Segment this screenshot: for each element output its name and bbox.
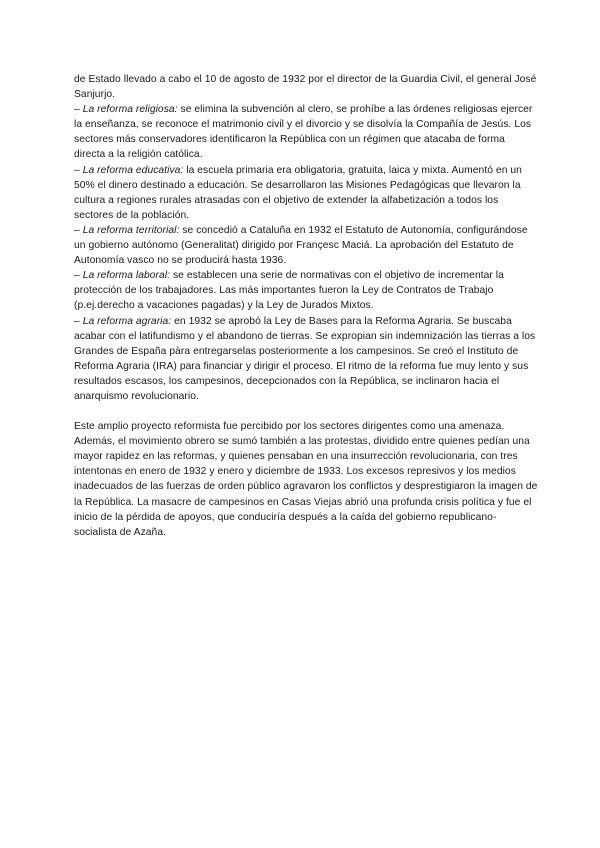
- list-dash: –: [74, 224, 83, 236]
- list-dash: –: [74, 315, 83, 327]
- list-dash: –: [74, 270, 83, 282]
- reform-text: la escuela primaria era obligatoria, gratuita, laica y mixta. Aumentó en un 50% el dinero destinado a educación. Se desarrollaron las Misiones Pedagógicas que llevaron la cultura a regiones rurales atrasadas con el objetivo de extender la alfabetización a todos los sectores de la población.: [74, 164, 522, 221]
- reform-label: La reforma territorial:: [82, 224, 180, 236]
- intro-paragraph: de Estado llevado a cabo el 10 de agosto de 1932 por el director de la Guardia Civil, el general José Sanjurjo.: [74, 74, 537, 101]
- paragraph-spacer: [74, 404, 538, 419]
- conclusion-paragraph: Este amplio proyecto reformista fue percibido por los sectores dirigentes como una amenaza. Además, el movimiento obrero se sumó también a las protestas, dividido entre quienes pedían una mayor rapidez en las reformas, y quienes pensaban en una insurrección revolucionaria, con tres intentonas en enero de 1932 y enero y diciembre de 1933. Los excesos represivos y los medios inadecuados de las fuerzas de orden público agravaron los conflictos y desprestigiaron la imagen de la República. La masacre de campesinos en Casas Viejas abrió una profunda crisis política y fue el inicio de la pérdida de apoyos, que conduciría después a la caída del gobierno republicano-socialista de Azaña.: [74, 421, 538, 538]
- reform-label: La reforma educativa:: [82, 164, 184, 176]
- reform-label: La reforma laboral:: [82, 270, 171, 282]
- reform-laboral-paragraph: [74, 268, 538, 313]
- reform-text: se establecen una serie de normativas con el objetivo de incrementar la protección de los trabajadores. Las más importantes fueron la Ley de Contratos de Trabajo (p.ej.derecho a vacaciones pagadas) y la Ley de Jurados Mixtos.: [74, 270, 504, 312]
- list-dash: –: [74, 104, 83, 116]
- reform-agraria-paragraph: [74, 314, 538, 405]
- reform-territorial-paragraph: [74, 223, 538, 268]
- reform-text: en 1932 se aprobó la Ley de Bases para la Reforma Agraria. Se buscaba acabar con el latifundismo y el abandono de tierras. Se expropian sin indemnización las tierras a los Grandes de España pàra entregarselas posteriormente a los campesinos. Se creó el Instituto de Reforma Agraria (IRA) para financiar y dirigir el proceso. El ritmo de la reforma fue muy lento y sus resultados escasos, los campesinos, decepcionados con la República, se inclinaron hacia el anarquismo revolucionario.: [74, 315, 536, 402]
- reform-text: se concedió a Cataluña en 1932 el Estatuto de Autonomía, configurándose un gobierno autónomo (Generalitat) dirigido por Françesc Maciá. La aprobación del Estatuto de Autonomía vasco no se producirá hasta 1936.: [74, 224, 528, 267]
- reform-educativa-paragraph: [74, 163, 538, 223]
- list-dash: –: [74, 164, 83, 176]
- reform-label: La reforma religiosa:: [82, 104, 178, 116]
- reform-text: se elimina la subvención al clero, se prohíbe a las órdenes religiosas ejercer la enseñanza, se reconoce el matrimonio civil y el divorcio y se disolvía la Compañía de Jesús. Los sectores más conservadores identificaron la República con un régimen que atacaba de forma directa a la religión católica.: [74, 104, 533, 161]
- document-page: [74, 72, 538, 540]
- reform-label: La reforma agraria:: [82, 315, 172, 327]
- reform-religiosa-paragraph: [74, 102, 538, 162]
